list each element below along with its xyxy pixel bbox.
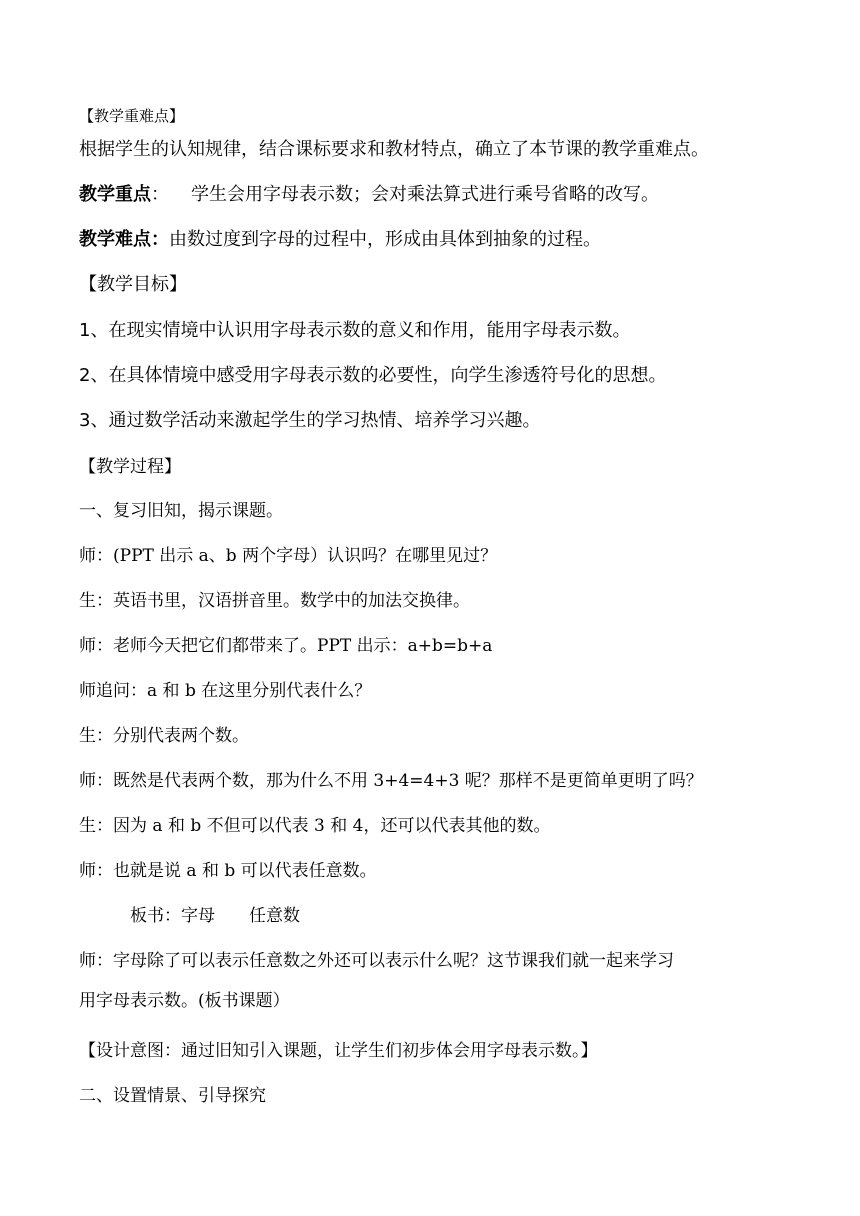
- board-writing: 板书：字母 任意数: [130, 906, 300, 926]
- key-point-label: 教学重点: [79, 184, 151, 205]
- goal-item-2: 2、在具体情境中感受用字母表示数的必要性，向学生渗透符号化的思想。: [79, 365, 667, 386]
- goal-item-1: 1、在现实情境中认识用字母表示数的意义和作用，能用字母表示数。: [79, 320, 631, 341]
- dialogue-line: 生：分别代表两个数。: [79, 726, 249, 746]
- section-1-title: 一、复习旧知，揭示课题。: [79, 501, 283, 521]
- intro-paragraph: 根据学生的认知规律，结合课标要求和教材特点，确立了本节课的教学重难点。: [79, 139, 709, 160]
- dialogue-line: 师：老师今天把它们都带来了。PPT 出示：a+b=b+a: [79, 636, 493, 656]
- dialogue-line: 师：(PPT 出示 a、b 两个字母）认识吗？在哪里见过？: [79, 546, 498, 566]
- difficult-point-line: [79, 228, 601, 252]
- section-2-title: 二、设置情景、引导探究: [79, 1086, 266, 1106]
- goal-item-3: 3、通过数学活动来激起学生的学习热情、培养学习兴趣。: [79, 410, 541, 431]
- design-intent: 【设计意图：通过旧知引入课题，让学生们初步体会用字母表示数。】: [79, 1041, 598, 1061]
- dialogue-line: 生：因为 a 和 b 不但可以代表 3 和 4，还可以代表其他的数。: [79, 816, 551, 836]
- teacher-question-line-2: 用字母表示数。(板书课题）: [79, 991, 290, 1011]
- key-point-line: [79, 183, 659, 207]
- goals-heading: 【教学目标】: [79, 274, 187, 295]
- process-heading: 【教学过程】: [79, 457, 181, 477]
- key-point-text: 学生会用字母表示数；会对乘法算式进行乘号省略的改写。: [191, 184, 659, 205]
- dialogue-line: 师：既然是代表两个数，那为什么不用 3+4=4+3 呢？那样不是更简单更明了吗？: [79, 771, 703, 791]
- heading-difficulty: 【教学重难点】: [79, 107, 185, 125]
- dialogue-line: 师：也就是说 a 和 b 可以代表任意数。: [79, 861, 377, 881]
- difficult-point-label: 教学难点：: [79, 229, 169, 250]
- key-point-sep: ：: [151, 184, 169, 205]
- dialogue-line: 生：英语书里，汉语拼音里。数学中的加法交换律。: [79, 591, 470, 611]
- difficult-point-text: 由数过度到字母的过程中，形成由具体到抽象的过程。: [169, 229, 601, 250]
- teacher-question-line-1: 师：字母除了可以表示任意数之外还可以表示什么呢？这节课我们就一起来学习: [79, 951, 674, 971]
- dialogue-line: 师追问：a 和 b 在这里分别代表什么？: [79, 681, 372, 701]
